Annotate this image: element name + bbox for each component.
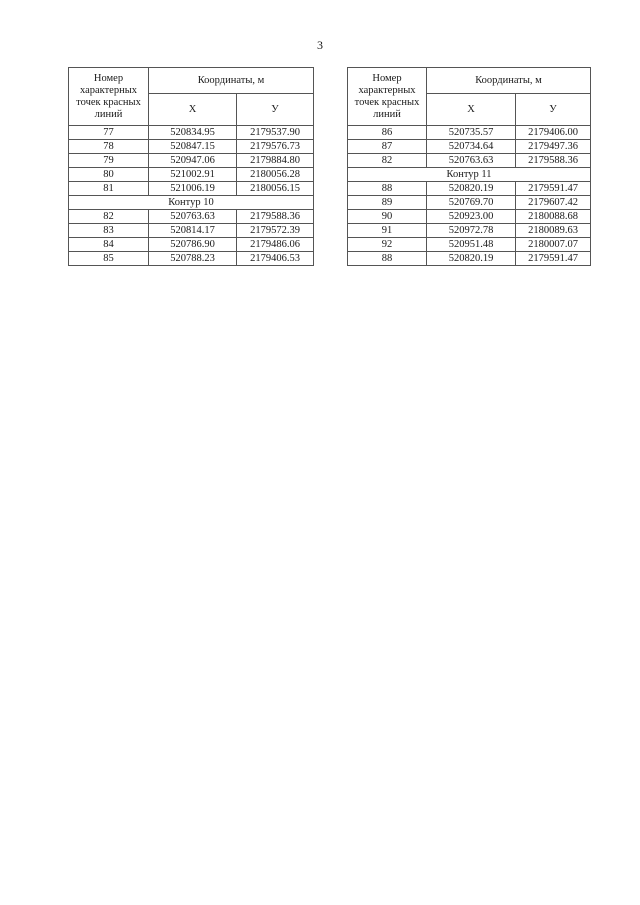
x-coordinate-cell: 520834.95 (149, 126, 237, 140)
x-coordinate-cell: 520788.23 (149, 252, 237, 266)
x-coordinate-cell: 520763.63 (149, 210, 237, 224)
y-coordinate-cell: 2179591.47 (516, 182, 591, 196)
table-row (348, 182, 591, 196)
y-coordinate-cell: 2180056.15 (237, 182, 314, 196)
table-row (69, 140, 314, 154)
point-number-cell: 83 (69, 224, 149, 238)
table-row (69, 210, 314, 224)
point-number-cell: 80 (69, 168, 149, 182)
contour-label: Контур 11 (348, 168, 591, 182)
point-number-cell: 86 (348, 126, 427, 140)
point-number-cell: 88 (348, 252, 427, 266)
point-number-cell: 91 (348, 224, 427, 238)
coordinates-table-left (68, 67, 314, 266)
header-coordinates: Координаты, м (427, 68, 591, 94)
table-row (69, 182, 314, 196)
y-coordinate-cell: 2179591.47 (516, 252, 591, 266)
table-row (69, 238, 314, 252)
point-number-cell: 92 (348, 238, 427, 252)
point-number-cell: 82 (69, 210, 149, 224)
header-x: X (427, 94, 516, 126)
y-coordinate-cell: 2179406.53 (237, 252, 314, 266)
x-coordinate-cell: 520734.64 (427, 140, 516, 154)
point-number-cell: 88 (348, 182, 427, 196)
y-coordinate-cell: 2180056.28 (237, 168, 314, 182)
x-coordinate-cell: 521006.19 (149, 182, 237, 196)
y-coordinate-cell: 2180088.68 (516, 210, 591, 224)
table-row (69, 126, 314, 140)
y-coordinate-cell: 2180007.07 (516, 238, 591, 252)
table-row (348, 210, 591, 224)
y-coordinate-cell: 2179588.36 (516, 154, 591, 168)
y-coordinate-cell: 2179537.90 (237, 126, 314, 140)
y-coordinate-cell: 2179884.80 (237, 154, 314, 168)
page-number: 3 (317, 38, 323, 52)
header-point-number: Номер характерных точек красных линий (69, 68, 149, 126)
point-number-cell: 85 (69, 252, 149, 266)
point-number-cell: 90 (348, 210, 427, 224)
x-coordinate-cell: 520814.17 (149, 224, 237, 238)
table-row (348, 154, 591, 168)
table-row (348, 238, 591, 252)
coordinates-table-right (347, 67, 591, 266)
table-row (348, 252, 591, 266)
table-row (348, 224, 591, 238)
x-coordinate-cell: 520820.19 (427, 182, 516, 196)
contour-row (348, 168, 591, 182)
y-coordinate-cell: 2179607.42 (516, 196, 591, 210)
header-coordinates: Координаты, м (149, 68, 314, 94)
point-number-cell: 77 (69, 126, 149, 140)
table-row (69, 224, 314, 238)
x-coordinate-cell: 520923.00 (427, 210, 516, 224)
x-coordinate-cell: 520820.19 (427, 252, 516, 266)
table-row (348, 126, 591, 140)
table-row (348, 140, 591, 154)
y-coordinate-cell: 2179406.00 (516, 126, 591, 140)
point-number-cell: 84 (69, 238, 149, 252)
point-number-cell: 87 (348, 140, 427, 154)
point-number-cell: 81 (69, 182, 149, 196)
x-coordinate-cell: 520769.70 (427, 196, 516, 210)
table-row (69, 252, 314, 266)
y-coordinate-cell: 2180089.63 (516, 224, 591, 238)
y-coordinate-cell: 2179588.36 (237, 210, 314, 224)
x-coordinate-cell: 520786.90 (149, 238, 237, 252)
table-row (348, 196, 591, 210)
contour-label: Контур 10 (69, 196, 314, 210)
table-row (69, 168, 314, 182)
x-coordinate-cell: 520847.15 (149, 140, 237, 154)
x-coordinate-cell: 520763.63 (427, 154, 516, 168)
y-coordinate-cell: 2179497.36 (516, 140, 591, 154)
header-point-number: Номер характерных точек красных линий (348, 68, 427, 126)
contour-row (69, 196, 314, 210)
x-coordinate-cell: 520951.48 (427, 238, 516, 252)
header-y: У (516, 94, 591, 126)
header-y: У (237, 94, 314, 126)
y-coordinate-cell: 2179486.06 (237, 238, 314, 252)
point-number-cell: 89 (348, 196, 427, 210)
table-row (69, 154, 314, 168)
x-coordinate-cell: 520947.06 (149, 154, 237, 168)
x-coordinate-cell: 521002.91 (149, 168, 237, 182)
point-number-cell: 82 (348, 154, 427, 168)
x-coordinate-cell: 520735.57 (427, 126, 516, 140)
header-x: X (149, 94, 237, 126)
point-number-cell: 79 (69, 154, 149, 168)
x-coordinate-cell: 520972.78 (427, 224, 516, 238)
y-coordinate-cell: 2179572.39 (237, 224, 314, 238)
y-coordinate-cell: 2179576.73 (237, 140, 314, 154)
point-number-cell: 78 (69, 140, 149, 154)
